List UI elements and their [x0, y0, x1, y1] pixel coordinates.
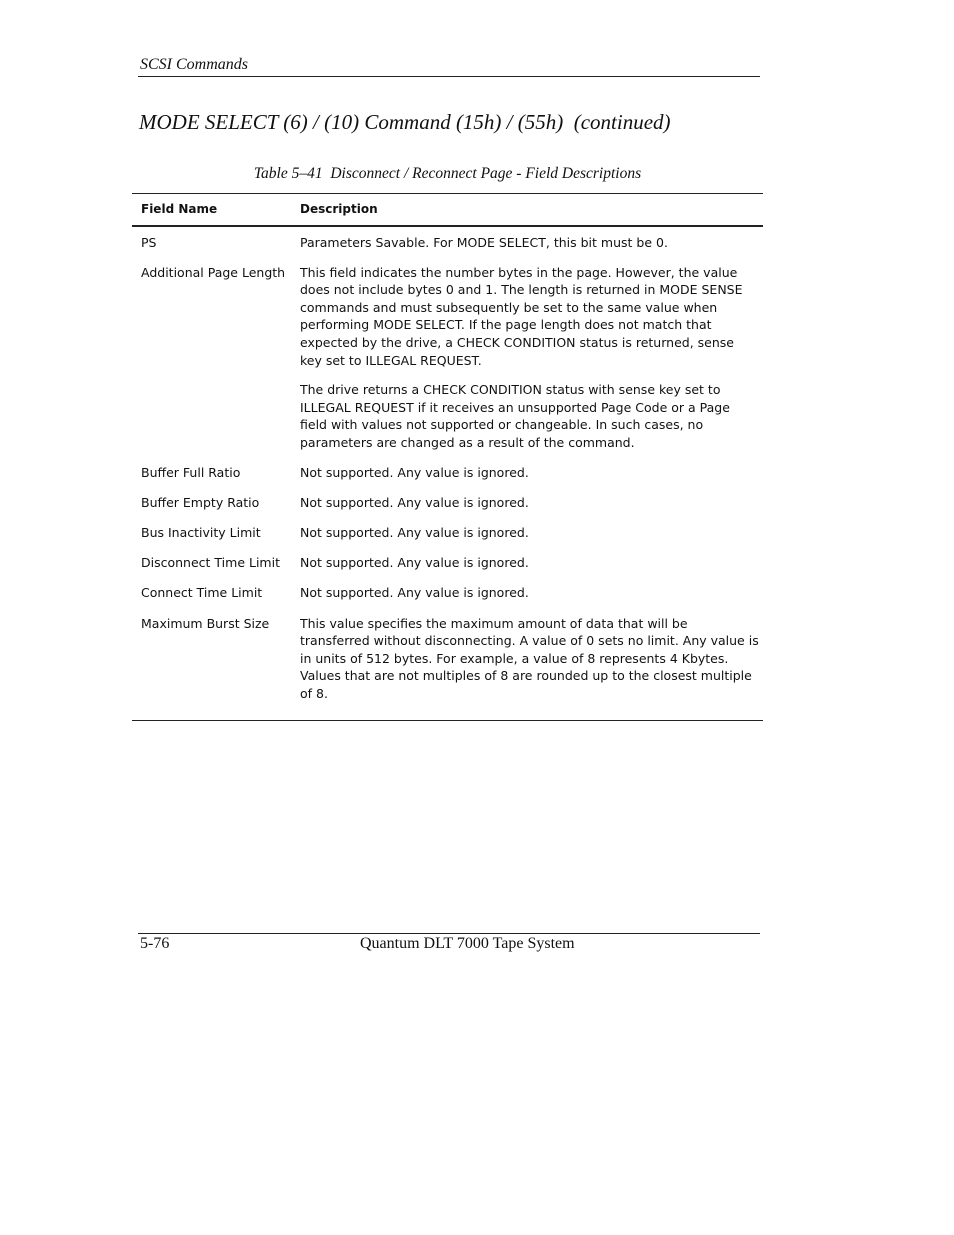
description-paragraph: Not supported. Any value is ignored. [300, 495, 529, 511]
field-name: Additional Page Length [141, 264, 286, 280]
field-name: Disconnect Time Limit [141, 555, 280, 571]
field-name: PS [141, 234, 157, 250]
field-description [300, 264, 763, 452]
field-description [300, 615, 763, 703]
field-description [300, 464, 763, 482]
running-header: SCSI Commands [140, 56, 249, 73]
table-body [132, 227, 763, 720]
table-row [132, 611, 763, 711]
description-paragraph: Not supported. Any value is ignored. [300, 585, 529, 601]
header-divider [138, 76, 760, 77]
field-name: Buffer Full Ratio [141, 465, 241, 481]
description-paragraph: Not supported. Any value is ignored. [300, 465, 529, 481]
field-description [300, 584, 763, 602]
footer-divider [138, 933, 760, 934]
book-title: Quantum DLT 7000 Tape System [360, 935, 575, 952]
description-paragraph: This field indicates the number bytes in the page. However, the value does not include bytes 0 and 1. The length is returned in MODE SENSE commands and must subsequently be set to the same value when performing MODE SELECT. If the page length does not match that expected by the drive, a CHECK CONDITION status is returned, sense key set to ILLEGAL REQUEST. [300, 264, 743, 368]
description-paragraph: Not supported. Any value is ignored. [300, 555, 529, 571]
field-name: Maximum Burst Size [141, 615, 270, 631]
field-name: Bus Inactivity Limit [141, 525, 261, 541]
table-row [132, 260, 763, 460]
table-row [132, 461, 763, 491]
field-description [300, 234, 763, 252]
table-header-row [132, 194, 763, 227]
column-header-description: Description [300, 201, 378, 216]
table-row [132, 551, 763, 581]
field-description [300, 524, 763, 542]
field-descriptions-table [132, 193, 763, 721]
description-paragraph: The drive returns a CHECK CONDITION status with sense key set to ILLEGAL REQUEST if it receives an unsupported Page Code or a Page field with values not supported or changeable. In such cases, no parameters are changed as a result of the command. [300, 382, 730, 450]
field-description [300, 554, 763, 572]
column-header-field-name: Field Name [141, 201, 218, 216]
field-description [300, 494, 763, 512]
description-paragraph: This value specifies the maximum amount of data that will be transferred without disconnecting. A value of 0 sets no limit. Any value is in units of 512 bytes. For example, a value of 8 represents 4 Kbytes. Values that are not multiples of 8 are rounded up to the closest multiple of 8. [300, 615, 759, 701]
description-paragraph: Parameters Savable. For MODE SELECT, this bit must be 0. [300, 234, 668, 250]
table-row [132, 491, 763, 521]
table-caption: Table 5–41 Disconnect / Reconnect Page - Field Descriptions [253, 165, 642, 182]
field-name: Connect Time Limit [141, 585, 263, 601]
page-number: 5-76 [140, 935, 170, 952]
section-title: MODE SELECT (6) / (10) Command (15h) / (55h) (continued) [139, 110, 671, 134]
table-row [132, 581, 763, 611]
field-name: Buffer Empty Ratio [141, 495, 260, 511]
description-paragraph: Not supported. Any value is ignored. [300, 525, 529, 541]
table-row [132, 230, 763, 260]
table-row [132, 521, 763, 551]
